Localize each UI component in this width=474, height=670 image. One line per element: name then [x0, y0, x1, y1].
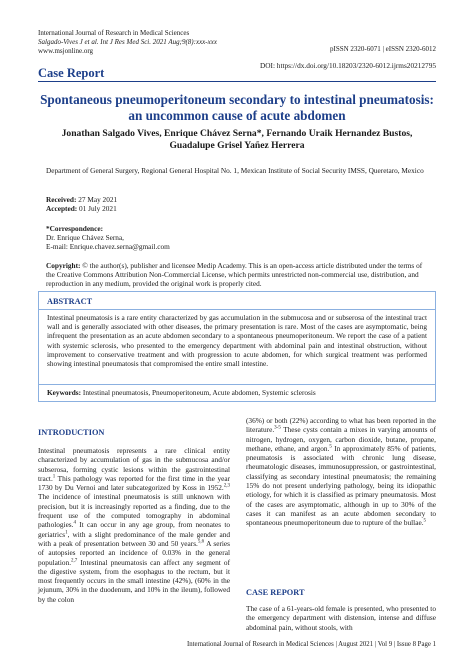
citation-ref: 2,3: [223, 483, 230, 489]
copyright-label: Copyright:: [46, 261, 81, 270]
abstract-divider: [39, 309, 435, 310]
citation-ref: 3-5: [274, 425, 281, 431]
correspondence-block: [46, 224, 432, 252]
article-title: [38, 92, 436, 124]
intro-text: A series of autopsies reported an incidence of 0.03% in the general population.: [38, 538, 230, 567]
title-line: an uncommon cause of acute abdomen: [128, 108, 346, 123]
citation-ref: 2,7: [71, 558, 78, 564]
article-type: Case Report: [38, 66, 105, 80]
intro-text: The incidence of intestinal pneumatosis is still unknown with precision, but it is increasingly reported as a finding, due to the frequent use of the computed tomography in abdominal pathologies.: [38, 492, 230, 530]
header-divider: [38, 81, 436, 82]
citation-ref: 4: [73, 520, 76, 526]
intro-text: Intestinal pneumatosis represents a rare clinical entity characterized by accumulation of gas in the submucosa and/or subserosa, forming cystic lesions within the gastrointestinal tract.: [38, 446, 230, 483]
journal-header: [38, 29, 217, 56]
accepted-date: 01 July 2021: [79, 204, 117, 214]
authors-line: Guadalupe Grisel Yañez Herrera: [169, 140, 305, 151]
introduction-heading: INTRODUCTION: [38, 428, 105, 437]
intro-text: , with a slight predominance of the male gender and with a peak of presentation between 30 and 50 years.: [38, 529, 230, 548]
intro-text: Intestinal pneumatosis can affect any segment of the digestive system, from the esophagus to the rectum, but it most frequently occurs in the small intestine (42%), (60% in the jejunum, 30% in the duodenum, and 10% in the ileum), followed by the colon: [38, 557, 230, 604]
citation-ref: 5: [329, 444, 332, 450]
citation-ref: 1: [52, 474, 56, 480]
citation: Salgado-Vives J et al. Int J Res Med Sci. 2021 Aug;9(8):xxx-xxx: [38, 38, 217, 46]
citation-ref: 1: [65, 530, 68, 536]
correspondence-label: *Correspondence:: [46, 224, 104, 233]
case-report-text: The case of a 61-years-old female is presented, who presented to the emergency department with distension, intense and diffuse abdominal pain, without stools, with: [246, 604, 436, 632]
correspondence-email[interactable]: E-mail: Enrique.chavez.serna@gmail.com: [46, 242, 170, 252]
authors-line: Jonathan Salgado Vives, Enrique Chávez Serna*, Fernando Uraik Hernandez Bustos,: [61, 128, 413, 139]
dates-block: [46, 195, 432, 213]
author-list: [38, 128, 436, 152]
affiliation: Department of General Surgery, Regional General Hospital No. 1, Mexican Institute of Social Security IMSS, Queretaro, Mexico: [46, 166, 424, 175]
intro-text: These cysts contain a mixes in varying amounts of nitrogen, hydrogen, oxygen, carbon dioxide, butane, propane, methane, ethane, and argon.: [246, 425, 436, 453]
citation-ref: 5: [423, 518, 427, 524]
case-report-heading: CASE REPORT: [246, 588, 305, 597]
introduction-text: [38, 446, 230, 604]
copyright-block: [46, 261, 432, 289]
keywords-label: Keywords:: [47, 388, 82, 397]
intro-text: It can occur in any age group, from neonates to geriatrics: [38, 520, 230, 539]
accepted-label: Accepted:: [46, 204, 78, 214]
journal-name: International Journal of Research in Medical Sciences: [38, 29, 190, 37]
keywords-divider: [39, 384, 435, 385]
abstract-heading: ABSTRACT: [47, 297, 93, 306]
copyright-text: © the author(s), publisher and licensee Medip Academy. This is an open-access article distributed under the terms of the Creative Commons Attribution Non-Commercial License, which permits unrestricted non-commercial use, distribution, and reproduction in any medium, provided the original work is properly cited.: [46, 261, 423, 289]
abstract-text: Intestinal pneumatosis is a rare entity characterized by gas accumulation in the submucosa and or subserosa of the intestinal tract wall and is generally associated with other diseases, the primary presentation is rare. Most of the cases are asymptomatic, being infrequent the presentation as an acute abdomen secondary to a spontaneous pneumoperitoneum. We report the case of a patient with systemic sclerosis, who presented to the emergency department with abdominal pain and intestinal obstruction, without improvement to conservative treatment and with progression to acute abdomen, for which surgical treatment was performed showing intestinal pneumatosis that compromised the entire small intestine.: [47, 313, 427, 369]
doi-link[interactable]: DOI: https://dx.doi.org/10.18203/2320-6012.ijrms20212795: [259, 61, 436, 70]
received-date: 27 May 2021: [78, 195, 118, 204]
website-link[interactable]: www.msjonline.org: [38, 47, 94, 55]
page-footer: International Journal of Research in Medical Sciences | August 2021 | Vol 9 | Issue 8 Page 1: [186, 641, 436, 648]
title-line: Spontaneous pneumoperitoneum secondary to intestinal pneumatosis:: [40, 92, 434, 107]
received-label: Received:: [46, 195, 77, 204]
correspondence-name: Dr. Enrique Chávez Serna,: [46, 233, 125, 243]
issn: pISSN 2320-6071 | eISSN 2320-6012: [329, 45, 436, 53]
citation-ref: 5,6: [197, 539, 205, 545]
keywords: [47, 388, 427, 397]
intro-text: (36%) or both (22%) according to what has been reported in the literature.: [246, 416, 436, 435]
introduction-continued: [246, 416, 436, 528]
intro-text: This pathology was reported for the first time in the year 1730 by Du Vernoi and later subcategorized by Koss in 1952.: [38, 473, 230, 493]
abstract-box: [38, 291, 436, 402]
keywords-text: Intestinal pneumatosis, Pneumoperitoneum, Acute abdomen, Systemic sclerosis: [82, 388, 316, 397]
intro-text: In approximately 85% of patients, pneumatosis is associated with chronic lung disease, rheumatologic diseases, immunosuppression, or gastrointestinal, classifying as secondary intestinal pneumatosis; the remaining 15% do not present underlying pathology, being its idiopathic etiology, for which it is classified as primary pneumatosis. Most of the cases are asymptomatic, although in up to 30% of the cases it can manifest as an acute abdomen secondary to spontaneous pneumoperitoneum due to rupture of the bullae.: [246, 443, 436, 528]
